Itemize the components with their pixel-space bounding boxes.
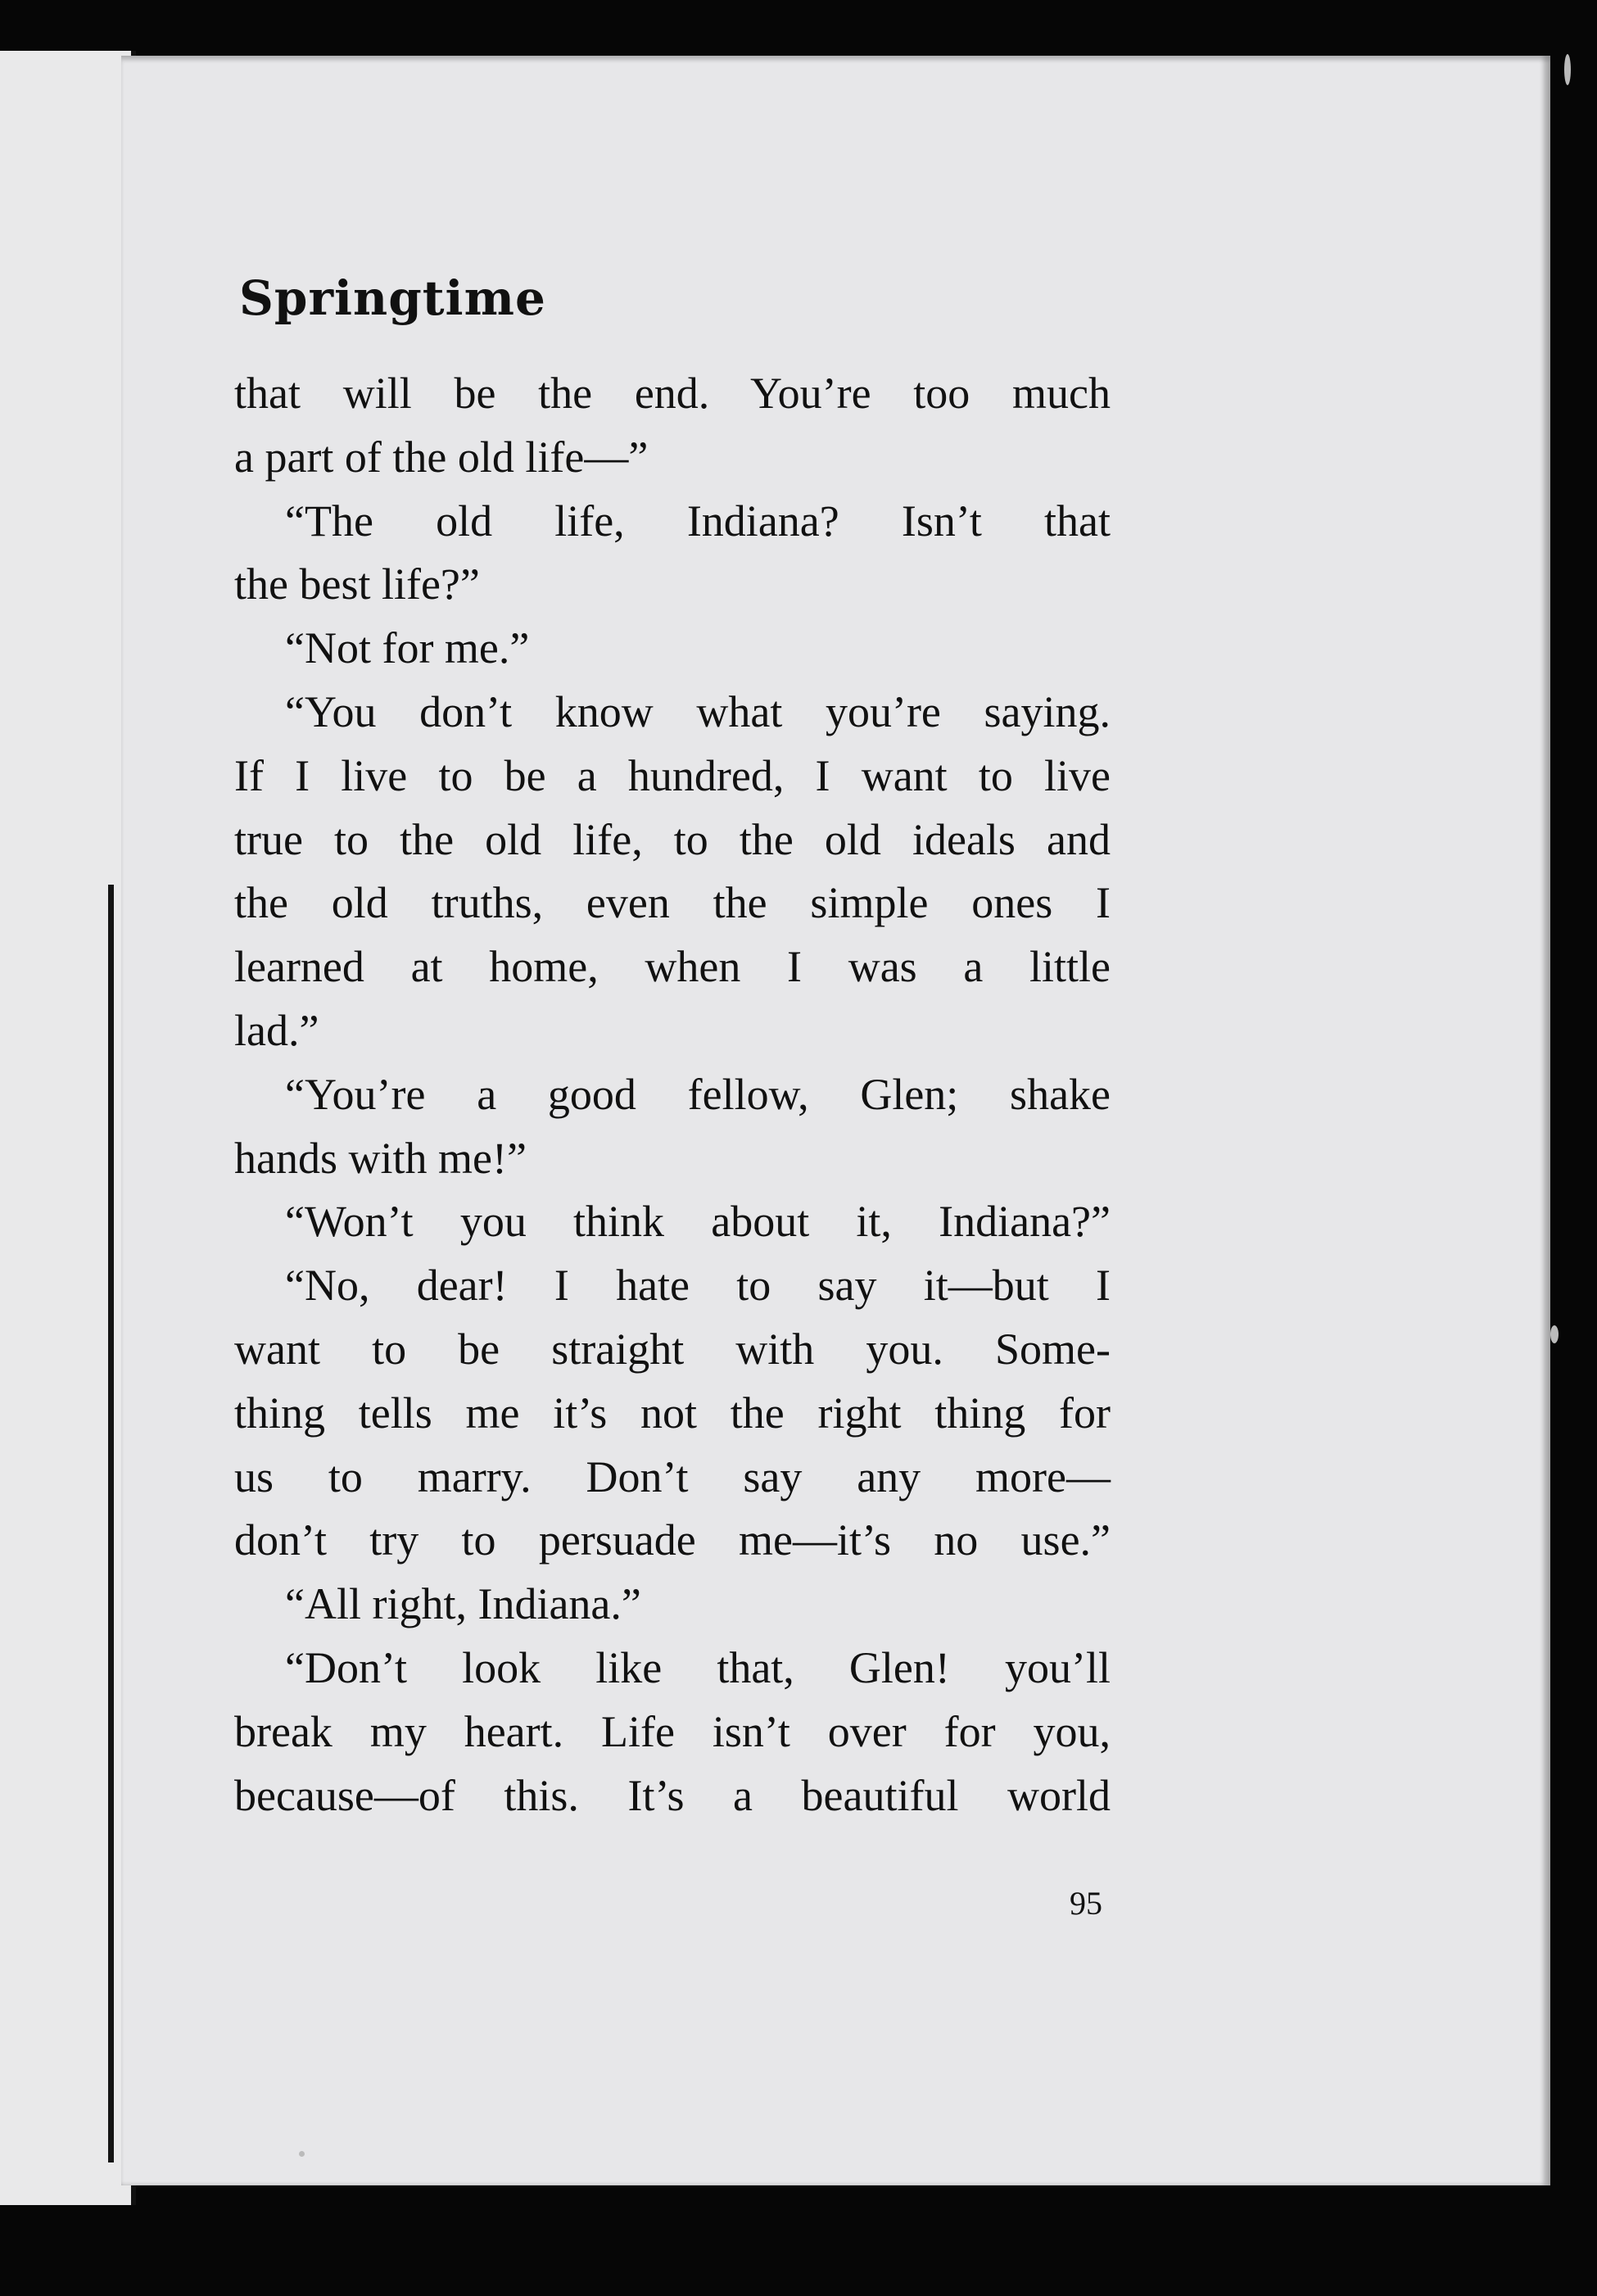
dust-speck (1550, 1325, 1559, 1343)
text-line: “You’re a good fellow, Glen; shake (285, 1069, 1111, 1119)
text-line: “You don’t know what you’re saying. (285, 686, 1111, 736)
text-line: true to the old life, to the old ideals and (234, 814, 1111, 864)
body-text (234, 362, 1111, 1827)
facing-page-edge (0, 51, 136, 2205)
text-line: “No, dear! I hate to say it—but I (285, 1261, 1111, 1311)
text-line: the best life?” (234, 559, 480, 609)
text-line: “Not for me.” (285, 623, 530, 673)
text-line: us to marry. Don’t say any more— (234, 1451, 1111, 1501)
text-line: don’t try to persuade me—it’s no use.” (234, 1515, 1111, 1565)
text-line: the old truths, even the simple ones I (234, 878, 1111, 928)
text-line: lad.” (234, 1005, 319, 1055)
text-line: a part of the old life—” (234, 432, 649, 482)
text-line: learned at home, when I was a little (234, 942, 1111, 992)
text-line: thing tells me it’s not the right thing for (234, 1388, 1111, 1438)
text-line: that will be the end. You’re too much (234, 369, 1111, 418)
text-line: because—of this. It’s a beautiful world (234, 1770, 1111, 1820)
text-line: “Don’t look like that, Glen! you’ll (285, 1642, 1111, 1692)
running-head: Springtime (239, 270, 546, 326)
text-line: “All right, Indiana.” (285, 1579, 641, 1629)
binding-shadow (108, 885, 114, 2162)
text-line: break my heart. Life isn’t over for you, (234, 1706, 1111, 1756)
text-line: hands with me!” (234, 1133, 527, 1183)
text-line: “The old life, Indiana? Isn’t that (285, 496, 1111, 546)
dust-speck (1564, 54, 1571, 85)
text-line: “Won’t you think about it, Indiana?” (285, 1197, 1111, 1247)
text-line: If I live to be a hundred, I want to live (234, 750, 1111, 800)
dust-speck (299, 2151, 305, 2157)
page-number: 95 (1070, 1885, 1102, 1922)
text-line: want to be straight with you. Some- (234, 1324, 1111, 1374)
